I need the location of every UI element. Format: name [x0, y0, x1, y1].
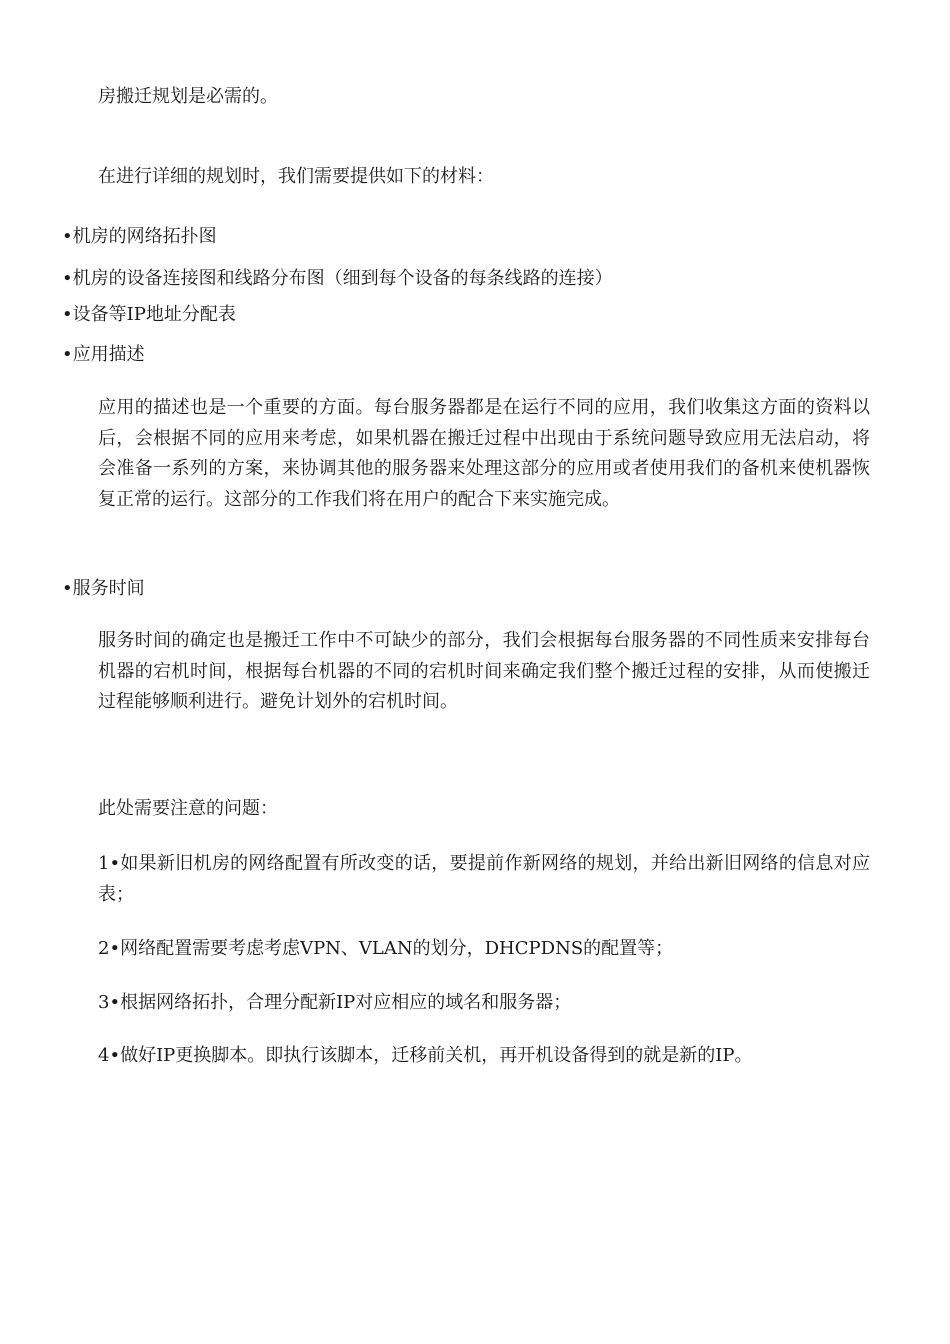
material-item-topology: •机房的网络拓扑图 [62, 226, 217, 247]
note-item-2: 2•网络配置需要考虑考虑VPN、VLAN的划分，DHCPDNS的配置等； [98, 938, 674, 959]
notes-heading: 此处需要注意的问题： [98, 798, 278, 819]
note-item-3: 3•根据网络拓扑，合理分配新IP对应相应的域名和服务器； [98, 992, 572, 1013]
application-description-paragraph: 应用的描述也是一个重要的方面。每台服务器都是在运行不同的应用，我们收集这方面的资料以后，会根据不同的应用来考虑，如果机器在搬迁过程中出现由于系统问题导致应用无法启动，将会准备一系列的方案，来协调其他的服务器来处理这部分的应用或者使用我们的备机来使机器恢复正常的运行。这部分的工作我们将在用户的配合下来实施完成。 [98, 397, 870, 510]
material-item-connection-diagram: •机房的设备连接图和线路分布图（细到每个设备的每条线路的连接） [62, 268, 613, 289]
service-time-paragraph: 服务时间的确定也是搬迁工作中不可缺少的部分，我们会根据每台服务器的不同性质来安排每台机器的宕机时间，根据每台机器的不同的宕机时间来确定我们整个搬迁过程的安排，从而使搬迁过程能够顺利进行。避免计划外的宕机时间。 [98, 630, 870, 712]
note-item-4: 4•做好IP更换脚本。即执行该脚本，迁移前关机，再开机设备得到的就是新的IP。 [98, 1045, 753, 1066]
service-time-heading: •服务时间 [62, 578, 145, 599]
intro-continuation: 房搬迁规划是必需的。 [98, 86, 278, 107]
note-item-1: 1•如果新旧机房的网络配置有所改变的话，要提前作新网络的规划，并给出新旧网络的信息对应表； [98, 853, 870, 905]
material-item-ip-table: •设备等IP地址分配表 [62, 304, 236, 325]
material-item-app-desc: •应用描述 [62, 344, 145, 365]
materials-intro: 在进行详细的规划时，我们需要提供如下的材料： [98, 166, 494, 187]
